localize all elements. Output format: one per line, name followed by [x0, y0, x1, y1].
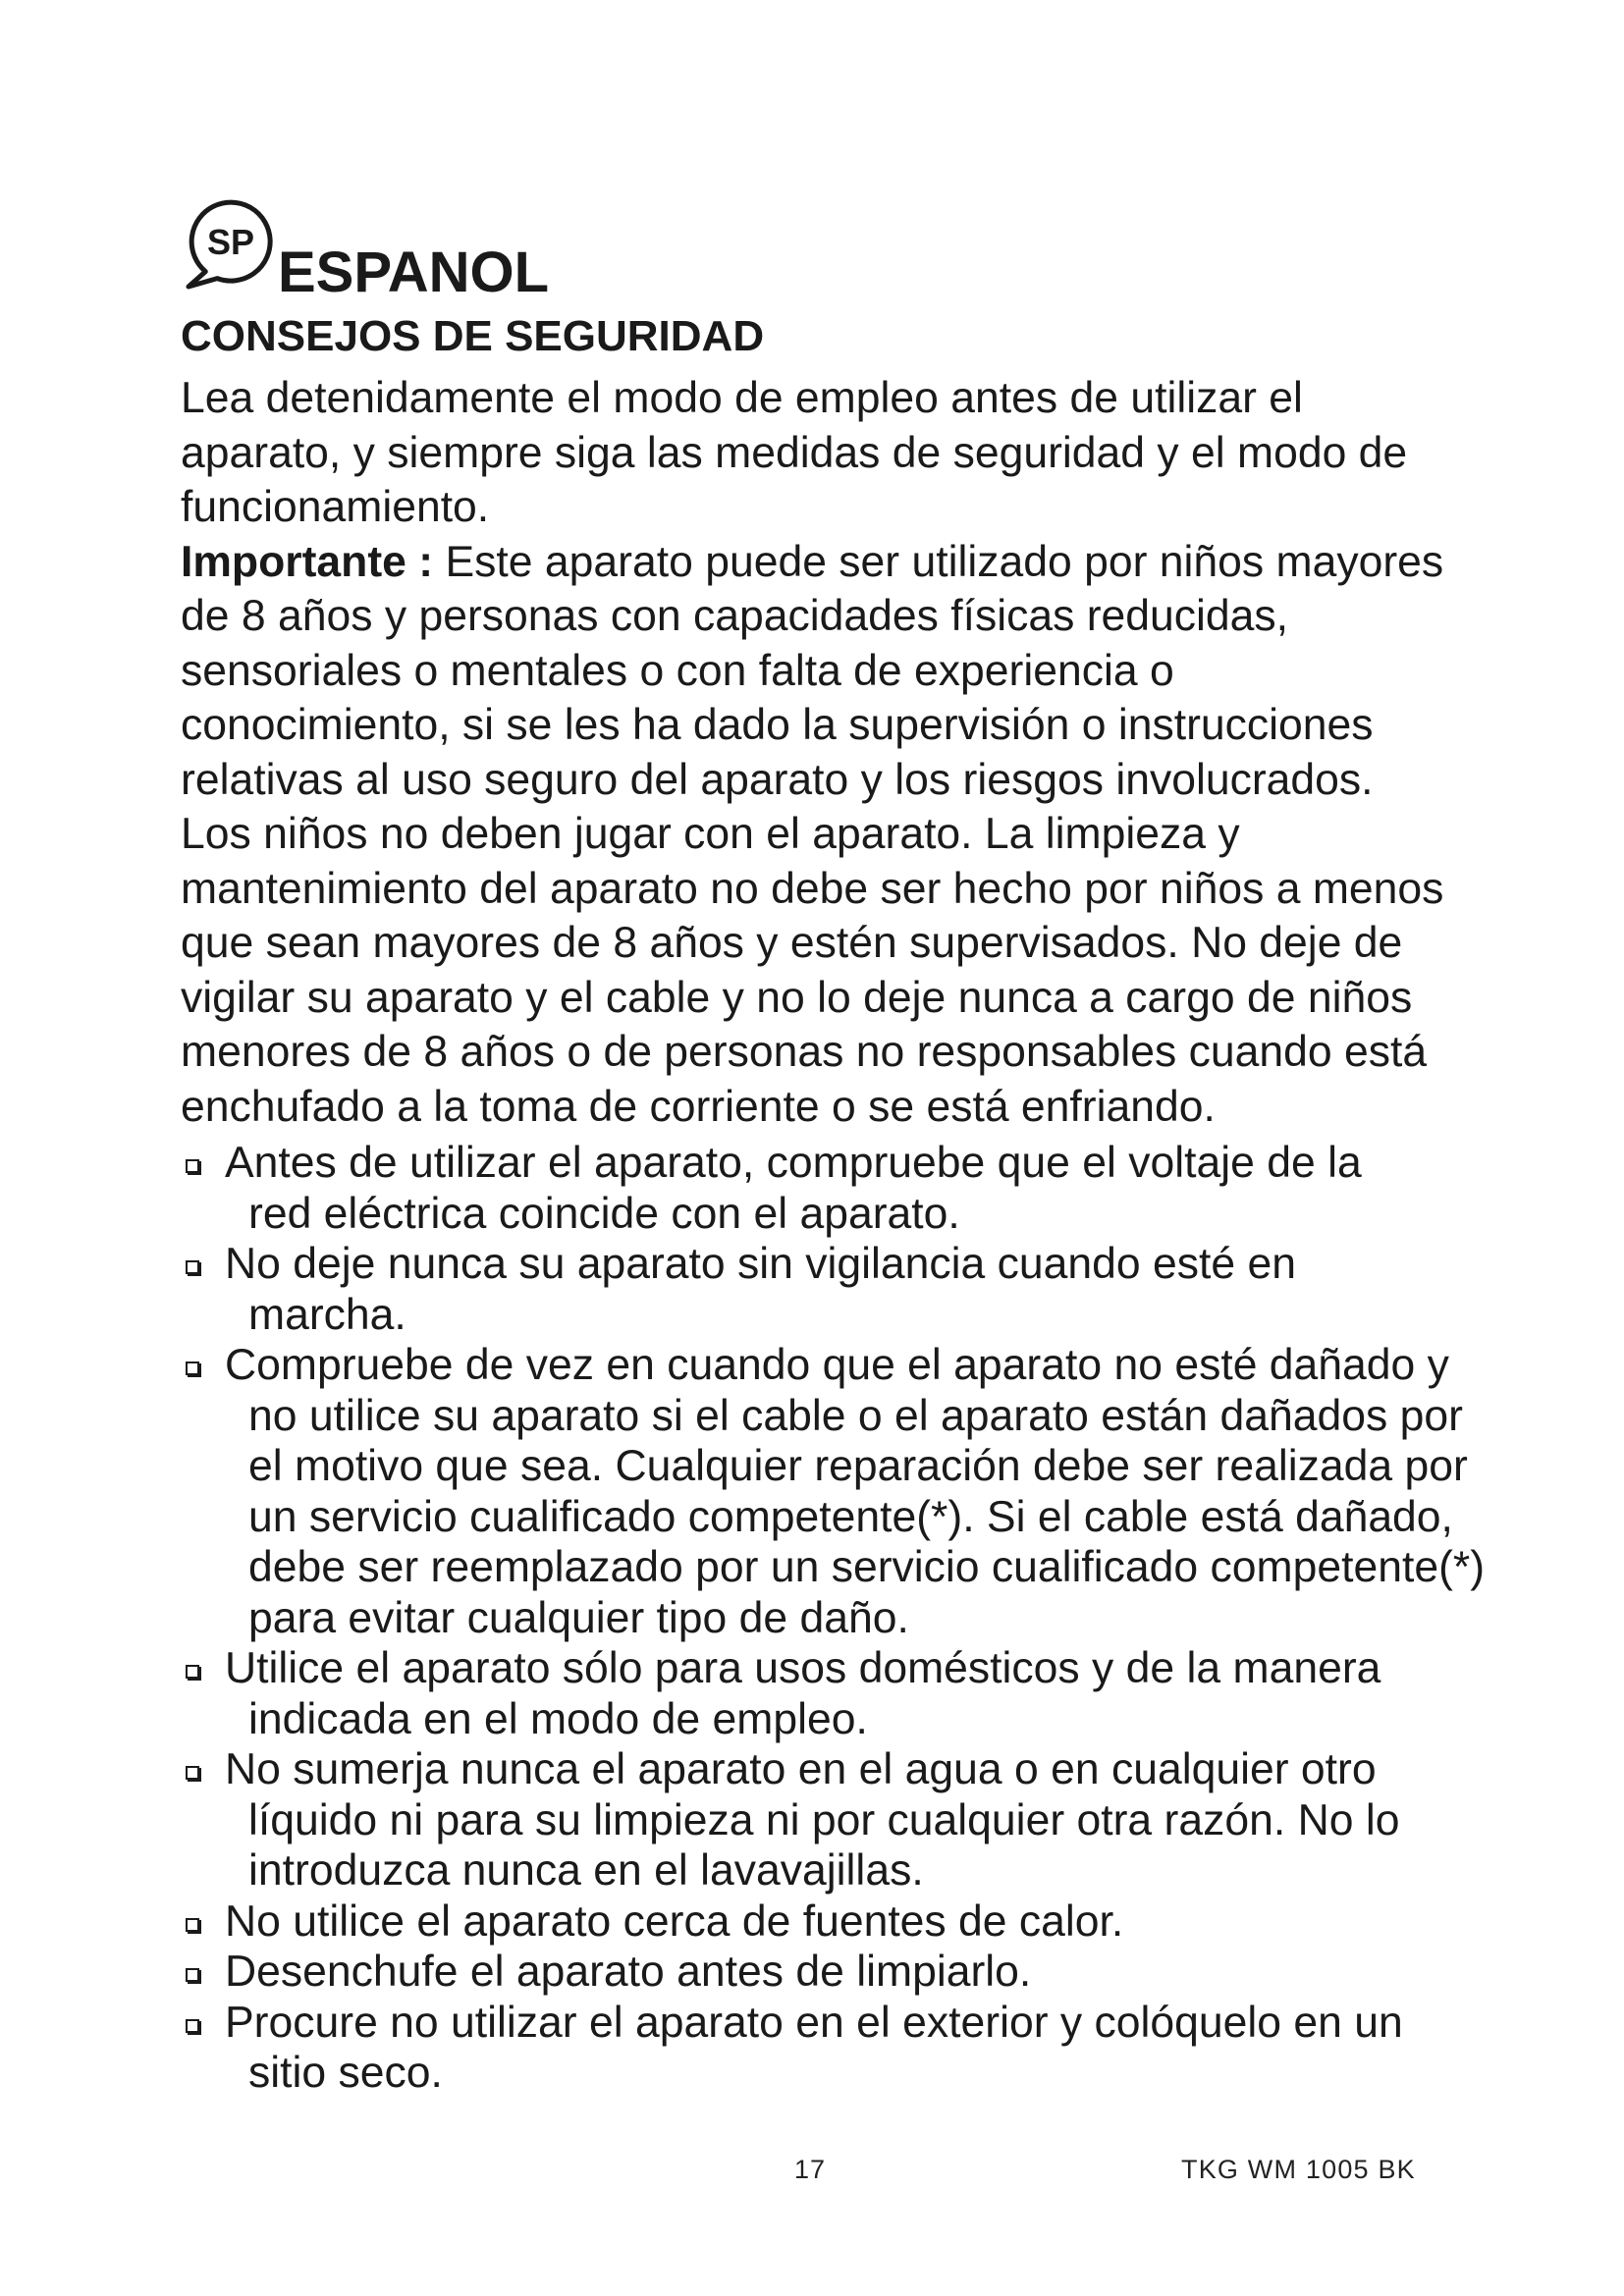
intro-line: Lea detenidamente el modo de empleo antes de utilizar el [181, 374, 1303, 422]
bullet-line: sitio seco. [248, 2049, 443, 2097]
body-line: enchufado a la toma de corriente o se está enfriando. [181, 1082, 1216, 1131]
bullet-line: Procure no utilizar el aparato en el exterior y colóquelo en un [225, 1998, 1403, 2047]
body-line: que sean mayores de 8 años y estén supervisados. No deje de [181, 919, 1403, 967]
page-number: 17 [794, 2155, 827, 2184]
bullet-line: No utilice el aparato cerca de fuentes de calor. [225, 1896, 1124, 1946]
bullet-item [181, 1239, 1485, 1340]
bullet-item [181, 1896, 1485, 1948]
body-line: conocimiento, si se les ha dado la supervisión o instrucciones [181, 701, 1374, 749]
section-title: CONSEJOS DE SEGURIDAD [181, 312, 765, 360]
square-bullet-icon [186, 1362, 199, 1375]
square-bullet-icon [186, 1766, 199, 1780]
important-label: Importante : [181, 537, 434, 586]
body-line: menores de 8 años o de personas no responsables cuando está [181, 1028, 1428, 1076]
bullet-line: No deje nunca su aparato sin vigilancia cuando esté en [225, 1240, 1296, 1288]
bullet-line: Utilice el aparato sólo para usos domésticos y de la manera [225, 1644, 1381, 1692]
square-bullet-icon [186, 1665, 199, 1679]
square-bullet-icon [186, 1159, 199, 1173]
intro-line: funcionamiento. [181, 483, 490, 531]
bullet-line: indicada en el modo de empleo. [248, 1694, 868, 1743]
important-first-line: Este aparato puede ser utilizado por niños mayores [445, 537, 1444, 586]
bullet-line: marcha. [248, 1290, 406, 1339]
bullet-line: No sumerja nunca el aparato en el agua o en cualquier otro [225, 1745, 1377, 1793]
body-line: sensoriales o mentales o con falta de experiencia o [181, 646, 1174, 695]
model-number: TKG WM 1005 BK [1181, 2155, 1416, 2184]
bullet-line: un servicio cualificado competente(*). Si el cable está dañado, [248, 1492, 1453, 1541]
body-line: de 8 años y personas con capacidades físicas reducidas, [181, 592, 1289, 640]
bullet-item [181, 1138, 1485, 1239]
bullet-line: Desenchufe el aparato antes de limpiarlo. [225, 1948, 1032, 1996]
body-line: relativas al uso seguro del aparato y los riesgos involucrados. [181, 755, 1374, 804]
body-line: Los niños no deben jugar con el aparato. La limpieza y [181, 810, 1240, 858]
bullet-line: para evitar cualquier tipo de daño. [248, 1593, 909, 1642]
bullet-item [181, 1340, 1485, 1643]
bullet-line: líquido ni para su limpieza ni por cualquier otra razón. No lo [248, 1795, 1400, 1844]
bullet-item [181, 1998, 1485, 2099]
language-title: ESPANOL [278, 240, 550, 304]
badge-text: SP [206, 222, 255, 262]
square-bullet-icon [186, 2019, 199, 2033]
bullet-line: no utilice su aparato si el cable o el aparato están dañados por [248, 1391, 1463, 1440]
bullet-line: Antes de utilizar el aparato, compruebe que el voltaje de la [225, 1139, 1362, 1187]
important-line [181, 535, 1443, 590]
intro-line: aparato, y siempre siga las medidas de seguridad y el modo de [181, 428, 1408, 477]
bullet-item [181, 1947, 1485, 1998]
square-bullet-icon [186, 1260, 199, 1274]
bullet-item [181, 1643, 1485, 1744]
bullet-line: Compruebe de vez en cuando que el aparato no esté dañado y [225, 1341, 1449, 1389]
safety-paragraph [181, 371, 1443, 1134]
bullet-item [181, 1744, 1485, 1896]
square-bullet-icon [186, 1968, 199, 1982]
square-bullet-icon [186, 1918, 199, 1932]
safety-bullet-list [181, 1138, 1485, 2099]
speech-bubble-icon [175, 196, 278, 294]
bullet-line: el motivo que sea. Cualquier reparación debe ser realizada por [248, 1442, 1468, 1490]
body-line: mantenimiento del aparato no debe ser hecho por niños a menos [181, 864, 1444, 913]
bullet-line: introduzca nunca en el lavavajillas. [248, 1846, 924, 1895]
bullet-line: red eléctrica coincide con el aparato. [248, 1189, 960, 1238]
body-line: vigilar su aparato y el cable y no lo deje nunca a cargo de niños [181, 973, 1413, 1022]
bullet-line: debe ser reemplazado por un servicio cualificado competente(*) [248, 1543, 1486, 1591]
